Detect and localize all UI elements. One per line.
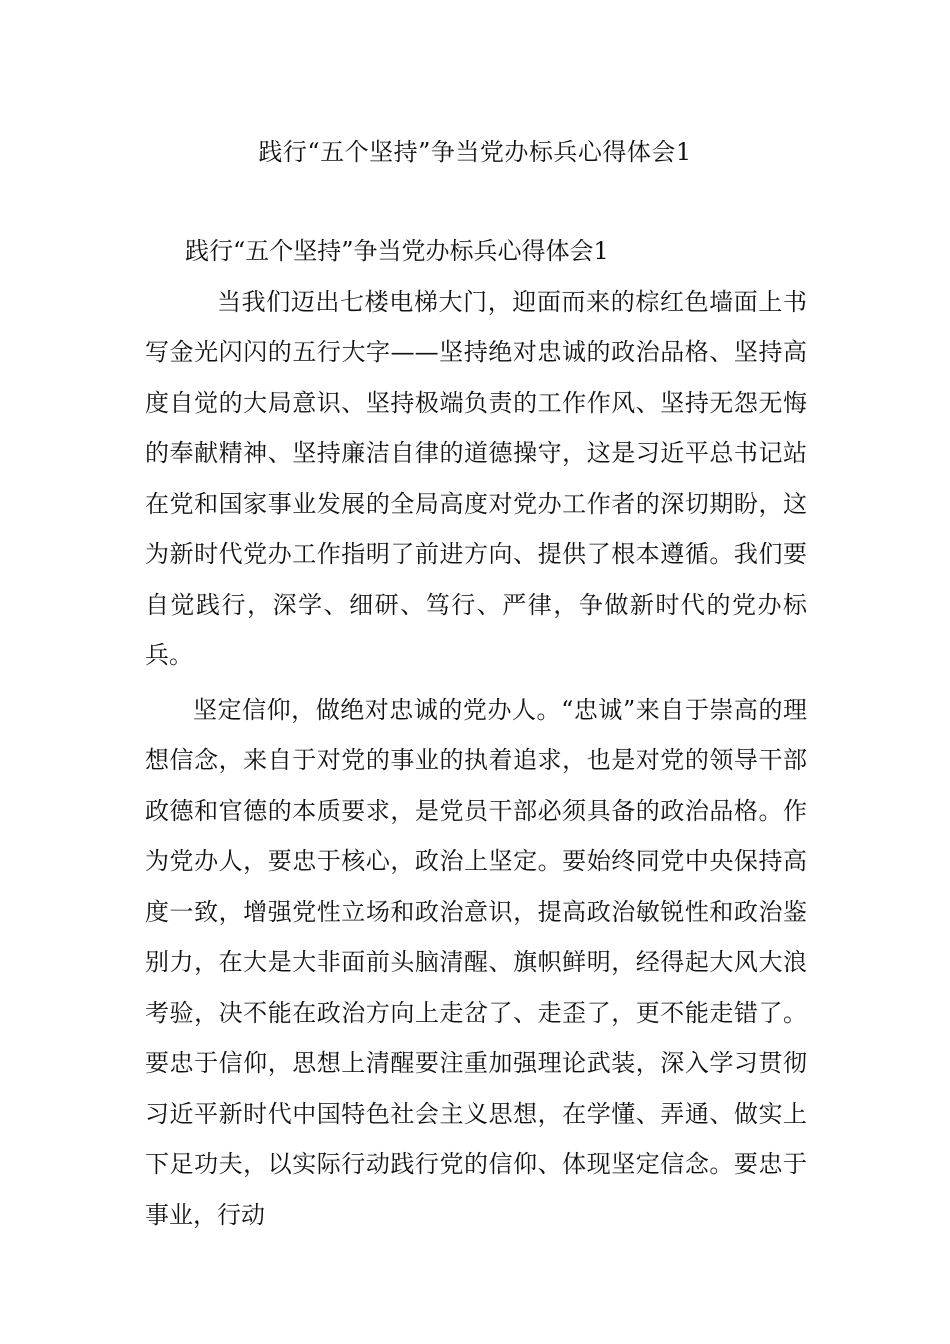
document-subtitle: 践行“五个坚持”争当党办标兵心得体会1 <box>185 237 609 265</box>
paragraph-intro: 当我们迈出七楼电梯大门，迎面而来的棕红色墙面上书写金光闪闪的五行大字——坚持绝对忠诚的政治品格、坚持高度自觉的大局意识、坚持极端负责的工作作风、坚持无怨无悔的奉献精神、坚持廉洁自律的道德操守，这是习近平总书记站在党和国家事业发展的全局高度对党办工作者的深切期盼，这为新时代党办工作指明了前进方向、提供了根本遵循。我们要自觉践行，深学、细研、笃行、严律，争做新时代的党办标兵。 <box>145 287 807 669</box>
paragraph-loyalty: 坚定信仰，做绝对忠诚的党办人。“忠诚”来自于崇高的理想信念，来自于对党的事业的执着追求，也是对党的领导干部政德和官德的本质要求，是党员干部必须具备的政治品格。作为党办人，要忠于核心，政治上坚定。要始终同党中央保持高度一致，增强党性立场和政治意识，提高政治敏锐性和政治鉴别力，在大是大非面前头脑清醒、旗帜鲜明，经得起大风大浪考验，决不能在政治方向上走岔了、走歪了，更不能走错了。要忠于信仰，思想上清醒要注重加强理论武装，深入学习贯彻习近平新时代中国特色社会主义思想，在学懂、弄通、做实上下足功夫，以实际行动践行党的信仰、体现坚定信念。要忠于事业，行动 <box>145 695 807 1229</box>
document-body <box>145 226 807 1240</box>
document-title: 践行“五个坚持”争当党办标兵心得体会1 <box>258 138 692 166</box>
